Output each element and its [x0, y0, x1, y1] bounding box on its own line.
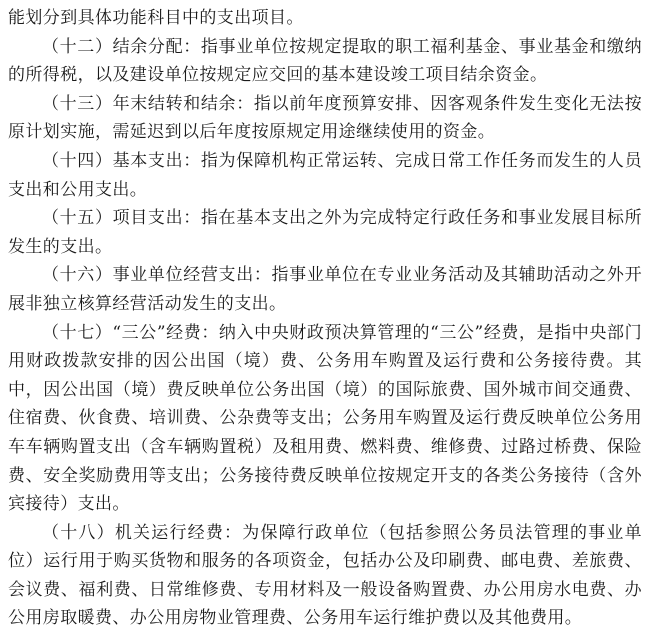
- paragraph-year-end-carryover: （十三）年末结转和结余：指以前年度预算安排、因客观条件发生变化无法按原计划实施，需延迟到以后年度按原规定用途继续使用的资金。: [8, 93, 642, 143]
- paragraph-agency-operating-expenses: （十八）机关运行经费：为保障行政单位（包括参照公务员法管理的事业单位）运行用于购买货物和服务的各项资金，包括办公及印刷费、邮电费、差旅费、会议费、福利费、日常维修费、专用材料及一般设备购置费、办公用房水电费、办公用房取暖费、办公用房物业管理费、公务用车运行维护费以及其他费用。: [8, 522, 642, 629]
- paragraph-surplus-distribution: （十二）结余分配：指事业单位按规定提取的职工福利基金、事业基金和缴纳的所得税，以及建设单位按规定应交回的基本建设竣工项目结余资金。: [8, 36, 642, 86]
- paragraph-basic-expenditure: （十四）基本支出：指为保障机构正常运转、完成日常工作任务而发生的人员支出和公用支出。: [8, 150, 642, 200]
- paragraph-three-public-expenses: （十七）“三公”经费：纳入中央财政预决算管理的“三公”经费，是指中央部门用财政拨款安排的因公出国（境）费、公务用车购置及运行费和公务接待费。其中，因公出国（境）费反映单位公务出国（境）的国际旅费、国外城市间交通费、住宿费、伙食费、培训费、公杂费等支出；公务用车购置及运行费反映单位公务用车车辆购置支出（含车辆购置税）及租用费、燃料费、维修费、过路过桥费、保险费、安全奖励费用等支出；公务接待费反映单位按规定开支的各类公务接待（含外宾接待）支出。: [8, 322, 642, 515]
- paragraph-project-expenditure: （十五）项目支出：指在基本支出之外为完成特定行政任务和事业发展目标所发生的支出。: [8, 208, 642, 257]
- paragraph-business-operation-expenditure: （十六）事业单位经营支出：指事业单位在专业业务活动及其辅助活动之外开展非独立核算经营活动发生的支出。: [8, 265, 642, 314]
- paragraph-continuation: 能划分到具体功能科目中的支出项目。: [8, 8, 304, 28]
